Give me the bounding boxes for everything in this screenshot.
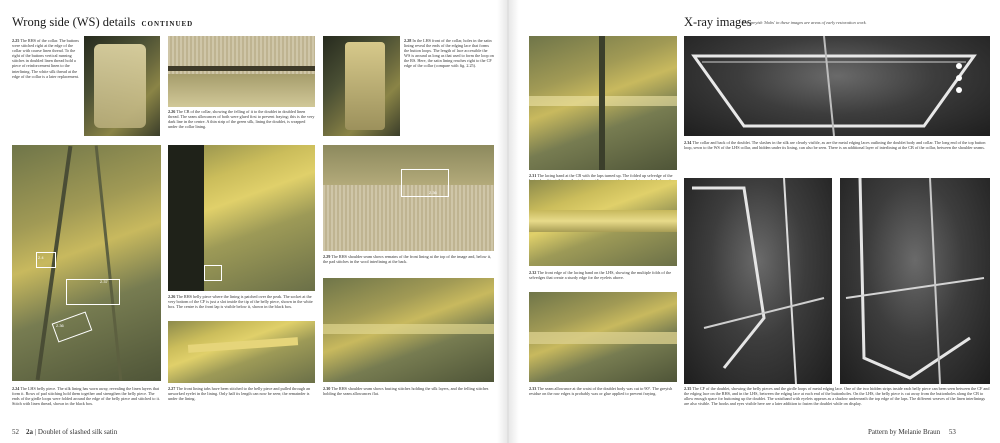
heading-continued: CONTINUED bbox=[141, 20, 194, 28]
right-footer bbox=[868, 428, 956, 436]
caption-2-33: 2.33 The seam allowance at the waist of the doublet body was cut to 90°. The greyish residue on the raw edges is probably wax or glue applied to prevent fraying. bbox=[529, 386, 673, 397]
xray-front-left bbox=[684, 178, 832, 384]
page-number-right: 53 bbox=[948, 428, 956, 436]
page-number-left: 52 bbox=[12, 428, 19, 436]
caption-2-32: 2.32 The front edge of the lacing band on the LHS, showing the multiple folds of the selvedges that create a sturdy edge for the eyelets above. bbox=[529, 270, 672, 281]
caption-2-24: 2.24 The LHS belly piece. The silk lining has worn away, revealing the linen layers that form it. Rows of pad stitching hold them together and strengthen the belly piece. The ends of the girdle loops were folded around the edge of the belly piece and stitched to it. Stitch with linen thread, shown in the black box. bbox=[12, 386, 160, 407]
photo-belly-piece-rhs bbox=[168, 145, 315, 291]
xray-collar-back bbox=[684, 36, 990, 136]
caption-2-31: 2.31 The lacing band at the CB with the laps turned up. The folded up selvedge of the bbox=[529, 173, 673, 178]
photo-waist-seam-allowance bbox=[529, 292, 677, 382]
highlight-box-white bbox=[204, 265, 222, 281]
photo-shoulder-basting bbox=[323, 278, 494, 382]
highlight-box-d bbox=[401, 169, 449, 197]
pattern-credit: Pattern by Melanie Braun bbox=[868, 428, 941, 436]
photo-lacing-band-cb bbox=[529, 36, 677, 170]
caption-2-26: 2.26 The CB of the collar, showing the felling of it to the doublet in doubled linen thread. The seam allowances of both were glued first to prevent fraying; this is the very dark line in the centre. A thin strip of the green silk, lining the doublet, is wrapped under the collar lining. bbox=[168, 109, 315, 130]
book-section-title: Doublet of slashed silk satin bbox=[37, 428, 118, 436]
caption-2-26b: 2.26 The RHS belly piece where the lining is patched over the peak. The socket at the very bottom of the CF is just a slot inside the tip of the belly piece, shown in the white box. The centre is the front lap is visible below it, shown in the black box. bbox=[168, 294, 313, 310]
book-gutter bbox=[497, 0, 519, 443]
caption-2-30: 2.30 The RHS shoulder seam shows basting stitches holding the silk layers, and the felling stitches holding the seam allowances flat. bbox=[323, 386, 489, 397]
xray-heading-text: X-ray images bbox=[684, 15, 752, 29]
heading-text: Wrong side (WS) details bbox=[12, 15, 136, 29]
caption-2-25: 2.25 The RHS of the collar. The buttons were stitched right at the edge of the collar with coarse linen thread. To the right of the buttons vertical running stitches in doubled linen thread hold a piece of reinforcement linen to the interlining. The white silk thread at the edge of the collar is a later replacement. bbox=[12, 38, 79, 79]
photo-lacing-band-front-edge bbox=[529, 180, 677, 266]
xray-heading-note: The greyish 'blobs' in these images are areas of early restoration work. bbox=[742, 20, 867, 25]
caption-2-35: 2.35 The CF of the doublet, showing the belly pieces and the girdle loops of metal edging lace. One of the two hidden strips inside each belly piece can been seen between the CF and the edging lace on the RHS, and in the LHS, between the edging lace at each end of the buttonholes. On the LHS, the belly piece is cut away from the buttonholes along the CB to allow enough space for buttoning up the doublet. The waistband with eyelets appears as a shadow underneath the top edge of the laps. The different weaves of the linen interlinings are also visible. The hooks and eyes visible here are a later addition to fasten the doublet while on display. bbox=[684, 386, 990, 407]
photo-collar-cb bbox=[168, 36, 315, 107]
left-footer: 52 2a | Doublet of slashed silk satin bbox=[12, 428, 118, 436]
photo-collar-lhs-front bbox=[323, 36, 400, 136]
photo-shoulder-seam-rhs bbox=[323, 145, 494, 251]
label-a: 2.4 bbox=[38, 255, 44, 260]
caption-2-28: 2.28 In the LHS front of the collar, holes in the satin lining reveal the ends of the edging lace that forms the button loops. The length of lace accessible the WS is around as long as that used to form the loop on the RS. Here, the satin lining reaches right to the CF edge of the collar (compare with fig. 2.25). bbox=[404, 38, 494, 69]
label-b: 2.37 bbox=[100, 279, 108, 284]
caption-2-27: 2.27 The front lining tabs have been stitched to the belly piece and pulled through an unworked eyelet in the lining. Only half its length can now be seen; the remainder is under the lining. bbox=[168, 386, 311, 402]
label-c: 2.36 bbox=[56, 323, 64, 328]
photo-collar-rhs bbox=[84, 36, 160, 136]
highlight-box-b bbox=[66, 279, 120, 305]
chapter-number: 2a bbox=[26, 428, 33, 436]
photo-front-lining-tabs bbox=[168, 321, 315, 383]
left-page-heading bbox=[12, 15, 193, 30]
caption-2-29: 2.29 The RHS shoulder seam shows remains of the front lining at the top of the image and, below it, the pad stitches in the wool interlining at the back. bbox=[323, 254, 492, 265]
xray-front-right bbox=[840, 178, 990, 384]
photo-belly-piece-lhs bbox=[12, 145, 161, 381]
caption-2-34: 2.34 The collar and back of the doublet. The slashes in the silk are clearly visible, as are the metal edging laces outlining the doublet body and collar. The long end of the top button loop, sewn to the WS of the LHS collar, and hidden under its lining, can also be seen. There is an additional layer of interlining at the CB of the collar, between the shoulder seams. bbox=[684, 140, 986, 151]
label-d: 2.36 bbox=[429, 190, 437, 195]
